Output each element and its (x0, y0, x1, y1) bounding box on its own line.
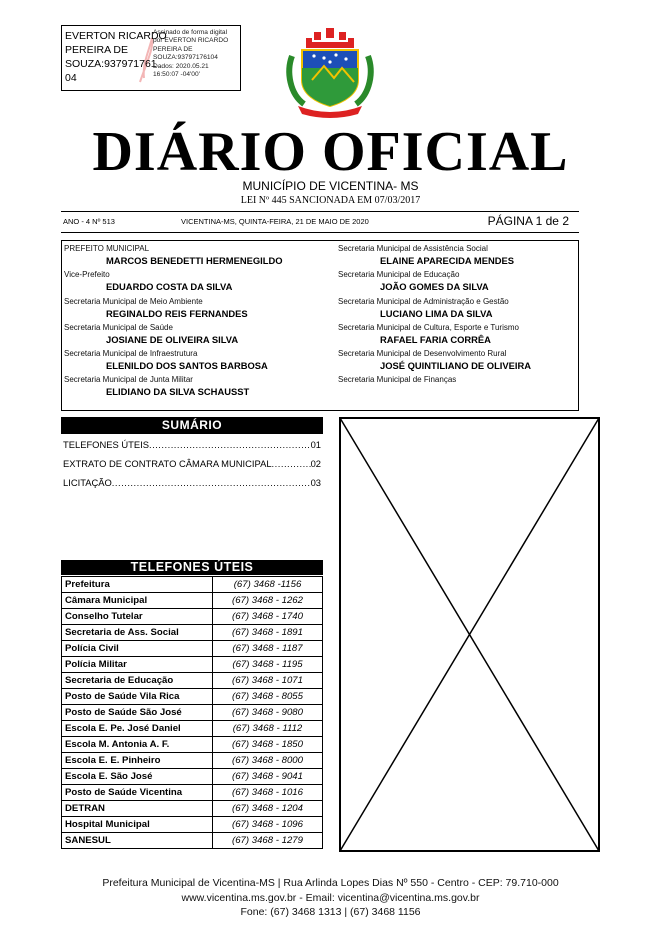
phone-place: DETRAN (62, 801, 213, 817)
phone-number: (67) 3468 -1156 (213, 577, 323, 593)
phone-place: Posto de Saúde São José (62, 705, 213, 721)
official-name: JOSÉ QUINTILIANO DE OLIVEIRA (380, 360, 532, 372)
table-row (62, 817, 323, 833)
law-reference: LEI Nº 445 SANCIONADA EM 07/03/2017 (240, 195, 421, 206)
official-entry (64, 269, 314, 295)
phone-number: (67) 3468 - 1016 (213, 785, 323, 801)
phone-place: SANESUL (62, 833, 213, 849)
signer-name (65, 29, 167, 85)
phone-place: Posto de Saúde Vila Rica (62, 689, 213, 705)
signature-detail-line: Assinado de forma digital (153, 29, 228, 36)
official-entry (64, 322, 314, 348)
phones-heading: TELEFONES ÚTEIS (61, 560, 323, 575)
official-entry (64, 348, 314, 374)
official-name: JOSIANE DE OLIVEIRA SILVA (106, 333, 239, 345)
phone-number: (67) 3468 - 1195 (213, 657, 323, 673)
edition-info-bar (61, 211, 579, 233)
phone-place: Secretaria de Ass. Social (62, 625, 213, 641)
official-entry (64, 296, 314, 322)
table-row (62, 609, 323, 625)
official-entry (338, 374, 588, 400)
table-row (62, 705, 323, 721)
official-name: ELENILDO DOS SANTOS BARBOSA (106, 360, 268, 372)
officials-box (61, 240, 579, 411)
officials-left-column (64, 243, 314, 401)
signer-name-line: SOUZA:937971761 (65, 58, 157, 70)
official-name: ELIDIANO DA SILVA SCHAUSST (106, 386, 250, 398)
official-role: Secretaria Municipal de Assistência Social (338, 244, 488, 253)
table-row (62, 689, 323, 705)
table-row (62, 721, 323, 737)
official-role: Secretaria Municipal de Administração e Gestão (338, 296, 509, 306)
official-entry (338, 322, 588, 348)
signature-detail-line: Dados: 2020.05.21 (153, 62, 209, 70)
signature-detail-line: PEREIRA DE (153, 45, 193, 53)
summary-item[interactable] (63, 438, 321, 457)
signer-name-line: 04 (65, 72, 77, 84)
signer-name-line: EVERTON RICARDO (65, 30, 167, 42)
official-entry (64, 243, 314, 269)
table-row (62, 801, 323, 817)
phone-number: (67) 3468 - 1096 (213, 817, 323, 833)
image-placeholder (339, 417, 600, 852)
phone-number: (67) 3468 - 1262 (213, 593, 323, 609)
table-row (62, 593, 323, 609)
official-name: ELAINE APARECIDA MENDES (380, 255, 515, 266)
phone-place: Hospital Municipal (62, 817, 213, 833)
table-row (62, 641, 323, 657)
table-row (62, 737, 323, 753)
phone-place: Posto de Saúde Vicentina (62, 785, 213, 801)
footer-phones: Fone: (67) 3468 1313 | (67) 3468 1156 (240, 906, 421, 918)
phone-place: Secretaria de Educação (62, 673, 213, 689)
municipality-subtitle: MUNICÍPIO DE VICENTINA- MS (242, 179, 419, 193)
signer-name-line: PEREIRA DE (65, 44, 129, 56)
phone-place: Câmara Municipal (62, 593, 213, 609)
page-title: DIÁRIO OFICIAL (92, 121, 569, 183)
official-role: Vice-Prefeito (64, 270, 110, 280)
summary-item[interactable] (63, 457, 321, 476)
phone-place: Polícia Militar (62, 657, 213, 673)
phone-place: Escola M. Antonia A. F. (62, 737, 213, 753)
phone-number: (67) 3468 - 1891 (213, 625, 323, 641)
official-name: REGINALDO REIS FERNANDES (106, 307, 248, 319)
officials-right-column (338, 243, 588, 401)
phone-number: (67) 3468 - 1279 (213, 833, 323, 849)
summary-item[interactable] (63, 476, 321, 495)
edition-number: ANO - 4 Nº 513 (63, 217, 115, 226)
signature-detail-line: SOUZA:93797176104 (153, 54, 218, 62)
phone-place: Prefeitura (62, 577, 213, 593)
phone-number: (67) 3468 - 1071 (213, 673, 323, 689)
official-role: Secretaria Municipal de Saúde (64, 322, 173, 332)
summary-item-page: 02 (310, 458, 321, 469)
official-name: MARCOS BENEDETTI HERMENEGILDO (106, 255, 283, 266)
summary-item-page: 03 (310, 477, 321, 488)
official-entry (338, 269, 588, 295)
phone-number: (67) 3468 - 1850 (213, 737, 323, 753)
phone-number: (67) 3468 - 9080 (213, 705, 323, 721)
phone-number: (67) 3468 - 9041 (213, 769, 323, 785)
table-row (62, 769, 323, 785)
official-name: JOÃO GOMES DA SILVA (380, 281, 489, 293)
official-entry (64, 374, 314, 400)
phone-number: (67) 3468 - 1112 (213, 721, 323, 737)
official-name: RAFAEL FARIA CORRÊA (380, 333, 491, 345)
summary-item-label: LICITAÇÃO (63, 477, 112, 488)
official-name: LUCIANO LIMA DA SILVA (380, 307, 493, 319)
official-entry (338, 348, 588, 374)
official-role: Secretaria Municipal de Junta Militar (64, 375, 193, 385)
summary-leader-dots (272, 457, 311, 476)
summary-item-label: TELEFONES ÚTEIS (63, 439, 149, 450)
summary-item-label: EXTRATO DE CONTRATO CÂMARA MUNICIPAL (63, 458, 272, 469)
phone-number: (67) 3468 - 8055 (213, 689, 323, 705)
phone-number: (67) 3468 - 1204 (213, 801, 323, 817)
signature-detail-line: por EVERTON RICARDO (153, 37, 229, 45)
official-role: Secretaria Municipal de Finanças (338, 375, 457, 385)
official-name: EDUARDO COSTA DA SILVA (106, 281, 233, 293)
table-row (62, 833, 323, 849)
table-row (62, 673, 323, 689)
signature-details (153, 29, 241, 79)
table-row (62, 625, 323, 641)
official-role: Secretaria Municipal de Desenvolvimento Rural (338, 349, 507, 359)
table-row (62, 785, 323, 801)
official-role: Secretaria Municipal de Infraestrutura (64, 349, 198, 359)
phones-table (61, 576, 323, 849)
phone-number: (67) 3468 - 1187 (213, 641, 323, 657)
summary-list (63, 438, 321, 495)
phone-number: (67) 3468 - 1740 (213, 609, 323, 625)
digital-signature-box (61, 25, 241, 91)
phone-number: (67) 3468 - 8000 (213, 753, 323, 769)
table-row (62, 657, 323, 673)
signature-detail-line: 16:50:07 -04'00' (153, 71, 200, 79)
official-entry (338, 296, 588, 322)
official-role: Secretaria Municipal de Educação (338, 270, 460, 280)
summary-leader-dots (112, 476, 311, 495)
coat-of-arms-icon (284, 22, 376, 120)
phone-place: Polícia Civil (62, 641, 213, 657)
official-role: Secretaria Municipal de Cultura, Esporte e Turismo (338, 322, 519, 332)
official-role: PREFEITO MUNICIPAL (64, 244, 150, 253)
publication-date: VICENTINA-MS, QUINTA-FEIRA, 21 DE MAIO DE 2020 (181, 217, 369, 226)
summary-heading: SUMÁRIO (61, 417, 323, 434)
footer-web: www.vicentina.ms.gov.br - Email: vicentina@vicentina.ms.gov.br (181, 892, 480, 904)
phone-place: Escola E. E. Pinheiro (62, 753, 213, 769)
phone-place: Escola E. Pe. José Daniel (62, 721, 213, 737)
summary-item-page: 01 (310, 439, 321, 450)
footer-address: Prefeitura Municipal de Vicentina-MS | Rua Arlinda Lopes Dias Nº 550 - Centro - CEP: 79.710-000 (102, 877, 559, 889)
official-role: Secretaria Municipal de Meio Ambiente (64, 296, 203, 306)
page-indicator: PÁGINA 1 de 2 (487, 214, 569, 228)
summary-leader-dots (149, 438, 311, 457)
table-row (62, 577, 323, 593)
phone-place: Escola E. São José (62, 769, 213, 785)
phone-place: Conselho Tutelar (62, 609, 213, 625)
official-entry (338, 243, 588, 269)
table-row (62, 753, 323, 769)
